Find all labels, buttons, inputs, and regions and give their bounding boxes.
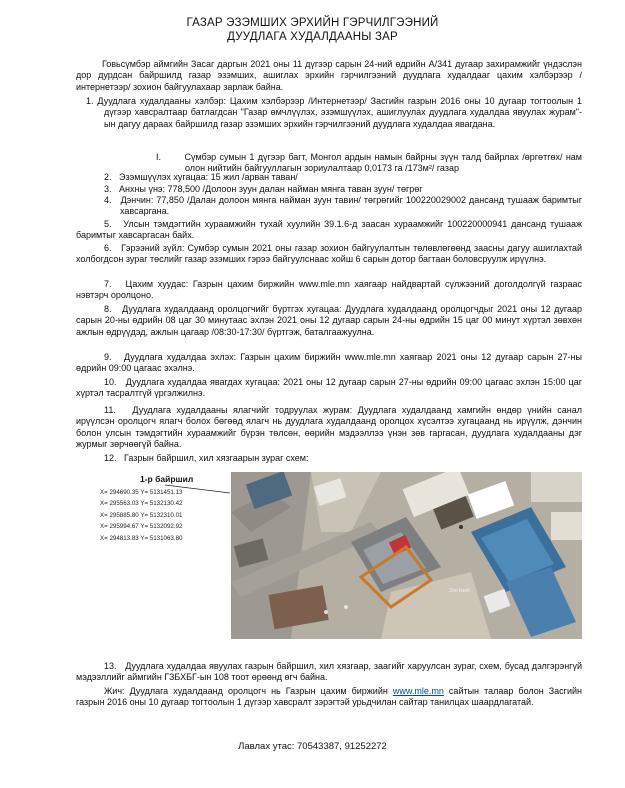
item-5-text: Улсын тэмдэгтийн хураамжийн тухай хуулийн 39.1.6-д заасан хураамжийг 100220000941 дансанд тушааж баримтыг хавсаргасан байх. [76,219,582,241]
item-9-text: Дуудлага худалдаа эхлэх: Газрын цахим биржийн www.mle.mn хаягаар 2021 оны 12 дугаар сарын 27-ны өдрийн 09:00 цагаас эхэлнэ. [76,352,582,374]
contact-phone: Лавлах утас: 70543387, 91252272 [238,741,387,752]
item-13 [76,661,582,684]
item-5-number: 5. [104,219,112,229]
item-7-number: 7. [104,279,112,289]
coordinate-list [100,487,230,544]
item-6-number: 6. [104,243,112,253]
item-8 [76,304,582,338]
item-i-number: I. [156,152,162,162]
item-2-text: Эзэмшүүлэх хугацаа: 15 жил /арван таван/ [119,172,298,182]
item-11-number: 11. [104,405,116,415]
item-8-number: 8. [104,304,112,314]
item-12-number: 12. [104,453,117,463]
satellite-map-drawing [231,472,582,639]
item-7-text: Цахим хуудас: Газрын цахим биржийн www.mle.mn хаягаар найдвартай сүлжээний доголдолгүй газраас нэвтэрч оролцоно. [76,279,582,301]
note-text-end: сайтын талаар болон Засгийн газрын 2016 оны 10 дугаар тогтоолын 1 дүгээр хавсралт зэрэгтэй урьдчилан сайтар танилцах шаардлагатай. [76,686,582,708]
item-5 [76,219,582,242]
item-9-number: 9. [104,352,112,362]
item-10 [76,377,582,400]
coordinate-3: X= 295885.80 Y= 5132310.01 [100,511,183,519]
map-building-label: Zoo bank [449,588,470,594]
coordinate-1: X= 294690.35 Y= 5131451.13 [100,489,183,496]
item-2 [104,172,582,183]
item-11-text: Дуудлага худалдааны ялагчийг тодруулах журам: Дуудлага худалдаанд хамгийн өндөр үнийн санал ирүүлсэн оролцогч ялагч болох бөгөөд ялагч нь дуудлага худалдаанд оролцох хүсэлтээ хугацаанд нь ирүүлж, дэнчин болон улсын тэмдэгтийн хураамжийг бүрэн төлсөн, өөрийн мэдээллээ үнэн зөв гаргасан, дуудлага худалдааны дэг журмыг зөрчөөгүй байна. [76,405,582,449]
parcel-title: 1-р байршил [140,474,194,484]
item-4-number: 4. [104,195,112,205]
item-i-text: Сүмбэр сумын 1 дүгээр багт, Монгол ардын намын байрны зүүн талд байрлах /өргөтгөх/ нам олон нийтийн байгууллагын зориулалтаар 0,0173 га /173м²/ газар [184,152,582,174]
note-text-start: Жич: Дуудлага худалдаанд оролцогч нь Газрын цахим биржийн [104,686,393,696]
item-1 [76,96,582,130]
item-9 [76,352,582,375]
item-6-text: Гэрээний зүйл: Сумбэр сумын 2021 оны газар зохион байгуулалтын төлөвлөгөөнд заасны дагуу ашиглахтай холбогдсон зураг төслийг газар эзэмших гэрээ байгуулснаас хойш 6 сарын дотор багтаан боловсруулж ирүүлнэ. [76,243,582,265]
item-6 [76,243,582,266]
item-10-number: 10. [104,377,117,387]
item-8-text: Дуудлага худалдаанд оролцогчийг бүртгэх хугацаа: Дуудлага худалдаанд оролцогчдыг 2021 оны 12 дугаар сарын 20-ны өдрийн 08 цаг 30 минутаас эхлэн 2021 оны 12 дугаар сарын 24-ны өдрийн 15 цаг 00 минут хүртэл зөвхөн ажлын өдрүүдэд, ажлын цагаар /08:30-17:30/ бүртгэж, баталгаажуулна. [76,304,582,337]
coordinate-4: X= 295994.67 Y= 5132092.92 [100,523,183,531]
item-2-number: 2. [104,172,112,182]
document-title-line-2: ДУУДЛАГА ХУДАЛДААНЫ ЗАР [227,31,398,43]
item-4 [104,195,582,218]
item-3-number: 3. [104,184,112,194]
item-4-text: Дэнчин: 77,850 /Далан долоон мянга найман зуун тавин/ төгрөгийг 100220029002 дансанд тушааж баримтыг хавсаргана. [120,195,582,217]
item-12 [104,453,582,464]
item-11 [76,405,582,450]
item-1-text: Дуудлага худалдааны хэлбэр: Цахим хэлбэрээр /Интернетээр/ Засгийн газрын 2016 оны 10 дугаар тогтоолын 1 дүгээр хавсралтаар батлагдсан "Газар өмчлүүлэх, эзэмшүүлэх, ашиглуулах дуудлага худалдаа явуулах журам"-ын дагуу дараах байршилд газар эзэмших эрхийн гэрчилгээний дуудлага худалдаа явагдана. [97,96,582,129]
document-title-line-1: ГАЗАР ЭЗЭМШИХ ЭРХИЙН ГЭРЧИЛГЭЭНИЙ [186,17,439,29]
coordinate-2: X= 295563.03 Y= 5132130.42 [100,500,183,508]
item-3 [104,184,582,195]
coordinate-5: X= 294813.83 Y= 5131063.80 [100,534,183,542]
item-3-text: Анхны үнэ: 778,500 /Долоон зуун далан найман мянга таван зуун/ төгрөг [119,184,423,194]
item-7 [76,279,582,302]
item-12-text: Газрын байршил, хил хязгаарын зураг схем: [124,453,309,463]
item-13-number: 13. [104,661,117,671]
item-10-text: Дуудлага худалдаа явагдах хугацаа: 2021 оны 12 дугаар сарын 27-ны өдрийн 09:00 цагаас эхлэн 15:00 цаг хүртэл тасралтгүй үргэлжилнэ. [76,377,582,399]
intro-paragraph: Говьсүмбэр аймгийн Засаг даргын 2021 оны 11 дүгээр сарын 24-ний өдрийн А/341 дугаар захирамжийг үндэслэн дор дурдсан байршилд газар эзэмших, ашиглах эрхийн гэрчилгээний дуудлага худалдааг цахим хэлбэрээр /интернетээр/ зохион байгуулахаар зарлаж байна. [76,59,582,92]
item-13-text: Дуудлага худалдаа явуулах газрын байршил, хил хязгаар, заагийг харуулсан зураг, схем, бусад дэлгэрэнгүй мэдээллийг аймгийн ГЗБХБГ-ын 108 тоот өрөөнд өгч байна. [76,661,582,683]
satellite-map-image [231,472,582,639]
item-1-number: 1. [86,96,94,106]
note-website-link[interactable]: www.mle.mn [392,686,444,696]
note-paragraph [76,686,582,709]
